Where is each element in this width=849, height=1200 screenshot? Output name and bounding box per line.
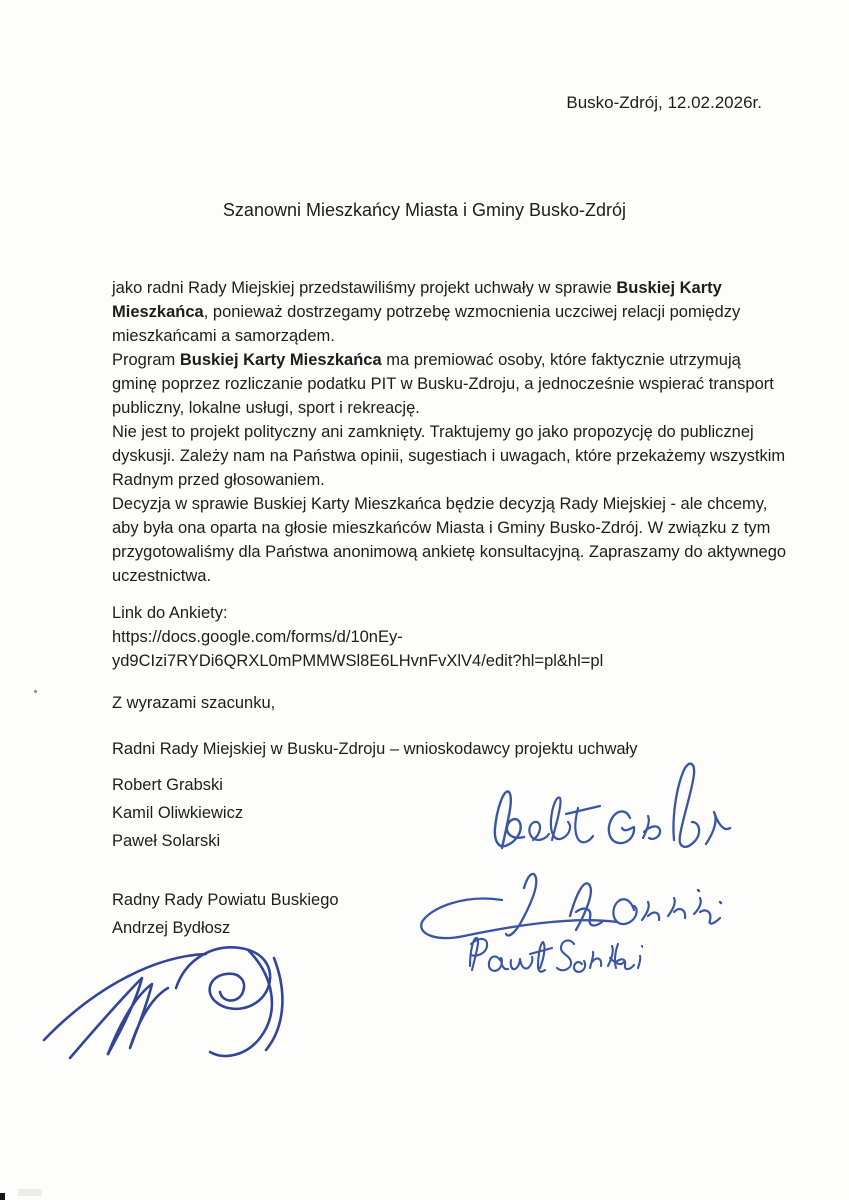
councilor-name: Robert Grabski <box>112 776 223 794</box>
scan-artifact-corner-mark <box>0 1193 5 1200</box>
councilor-name: Kamil Oliwkiewicz <box>112 804 244 822</box>
survey-link-label: Link do Ankiety: <box>112 604 228 622</box>
councilor-names <box>112 771 243 855</box>
scan-artifact-dot <box>34 690 37 693</box>
paragraph-text: ma premiować osoby, które faktycznie utrzymują gminę poprzez rozliczanie podatku PIT w Busku-Zdroju, a jednocześnie wspierać transport publiczny, lokalne usługi, sport i rekreację. <box>112 351 774 417</box>
body-paragraph-3: Nie jest to projekt polityczny ani zamknięty. Traktujemy go jako propozycję do publicznej dyskusji. Zależy nam na Państwa opinii, sugestiach i uwagach, które przekażemy wszystkim Radnym przed głosowaniem. <box>112 423 786 489</box>
paragraph-text: Program <box>112 351 180 369</box>
handwritten-signature-robert-grabski <box>478 748 748 873</box>
councilor-name: Paweł Solarski <box>112 832 221 850</box>
body-paragraph-2 <box>112 348 790 420</box>
bold-program-name: Buskiej Karty Mieszkańca <box>112 279 722 321</box>
body-paragraph-4: Decyzja w sprawie Buskiej Karty Mieszkańca będzie decyzją Rady Miejskiej - ale chcemy, aby była ona oparta na głosie mieszkańców Miasta i Gminy Busko-Zdrój. W związku z tym przygotowaliśmy dla Państwa anonimową ankietę konsultacyjną. Zapraszamy do aktywnego uczestnictwa. <box>112 495 787 585</box>
handwritten-name-pawel-solarski <box>458 928 643 986</box>
county-councilor-name: Andrzej Bydłosz <box>112 919 231 937</box>
survey-url: https://docs.google.com/forms/d/10nEy-yd9CIzi7RYDi6QRXL0mPMMWSl8E6LHvnFvXlV4/edit?hl=pl&hl=pl <box>112 628 604 670</box>
paragraph-text: jako radni Rady Miejskiej przedstawiliśmy projekt uchwały w sprawie <box>112 279 617 297</box>
body-paragraph-1 <box>112 276 790 348</box>
survey-link-block <box>112 601 776 673</box>
date-line: Busko-Zdrój, 12.02.2026r. <box>566 93 762 112</box>
scan-artifact-smudge <box>18 1189 42 1196</box>
salutation-heading: Szanowni Mieszkańcy Miasta i Gminy Busko-Zdrój <box>222 200 627 220</box>
bold-program-name: Buskiej Karty Mieszkańca <box>179 351 382 369</box>
closing-line: Z wyrazami szacunku, <box>112 694 276 712</box>
letter-body <box>112 276 790 588</box>
handwritten-signature-andrzej-bydlosz <box>36 932 316 1067</box>
paragraph-text: , ponieważ dostrzegamy potrzebę wzmocnienia uczciwej relacji pomiędzy mieszkańcami a samorządem. <box>112 303 741 345</box>
county-councilor-role: Radny Rady Powiatu Buskiego <box>112 891 339 909</box>
senders-line: Radni Rady Miejskiej w Busku-Zdroju – wnioskodawcy projektu uchwały <box>112 740 638 758</box>
